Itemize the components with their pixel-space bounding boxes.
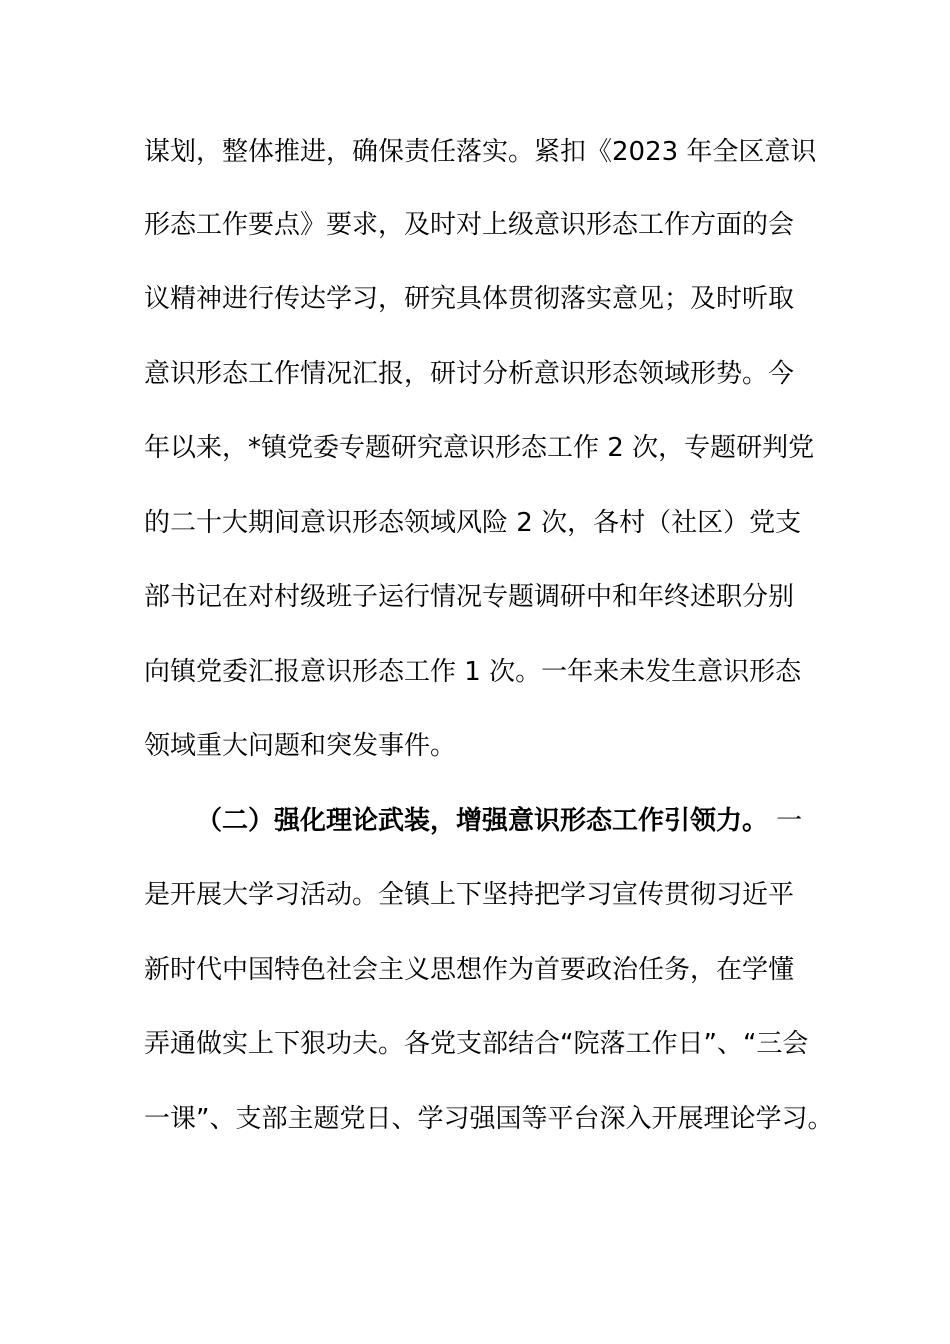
body-text-line: 是开展大学习活动。全镇上下坚持把学习宣传贯彻习近平 bbox=[144, 880, 795, 910]
body-text-line: 向镇党委汇报意识形态工作 1 次。一年来未发生意识形态 bbox=[144, 657, 802, 687]
section-heading-line bbox=[196, 803, 896, 839]
body-text-line: 一课”、支部主题党日、学习强国等平台深入开展理论学习。 bbox=[144, 1104, 834, 1134]
body-text-fragment: 一 bbox=[776, 806, 803, 836]
body-text-line: 谋划，整体推进，确保责任落实。紧扣《2023 年全区意识 bbox=[144, 137, 817, 167]
body-text-line: 年以来，*镇党委专题研究意识形态工作 2 次，专题研判党 bbox=[144, 433, 815, 463]
body-text-line: 领域重大问题和突发事件。 bbox=[144, 731, 457, 761]
body-text-line: 弄通做实上下狠功夫。各党支部结合“院落工作日”、“三会 bbox=[144, 1029, 809, 1059]
section-heading: （二）强化理论武装，增强意识形态工作引领力。 bbox=[196, 806, 769, 836]
body-text-line: 形态工作要点》要求，及时对上级意识形态工作方面的会 bbox=[144, 210, 795, 240]
body-text-line: 的二十大期间意识形态领域风险 2 次，各村（社区）党支 bbox=[144, 508, 802, 538]
body-text-line: 意识形态工作情况汇报，研讨分析意识形态领域形势。今 bbox=[144, 359, 795, 389]
body-text-line: 议精神进行传达学习，研究具体贯彻落实意见；及时听取 bbox=[144, 284, 795, 314]
body-text-line: 新时代中国特色社会主义思想作为首要政治任务，在学懂 bbox=[144, 955, 795, 985]
body-text-line: 部书记在对村级班子运行情况专题调研中和年终述职分别 bbox=[144, 582, 795, 612]
